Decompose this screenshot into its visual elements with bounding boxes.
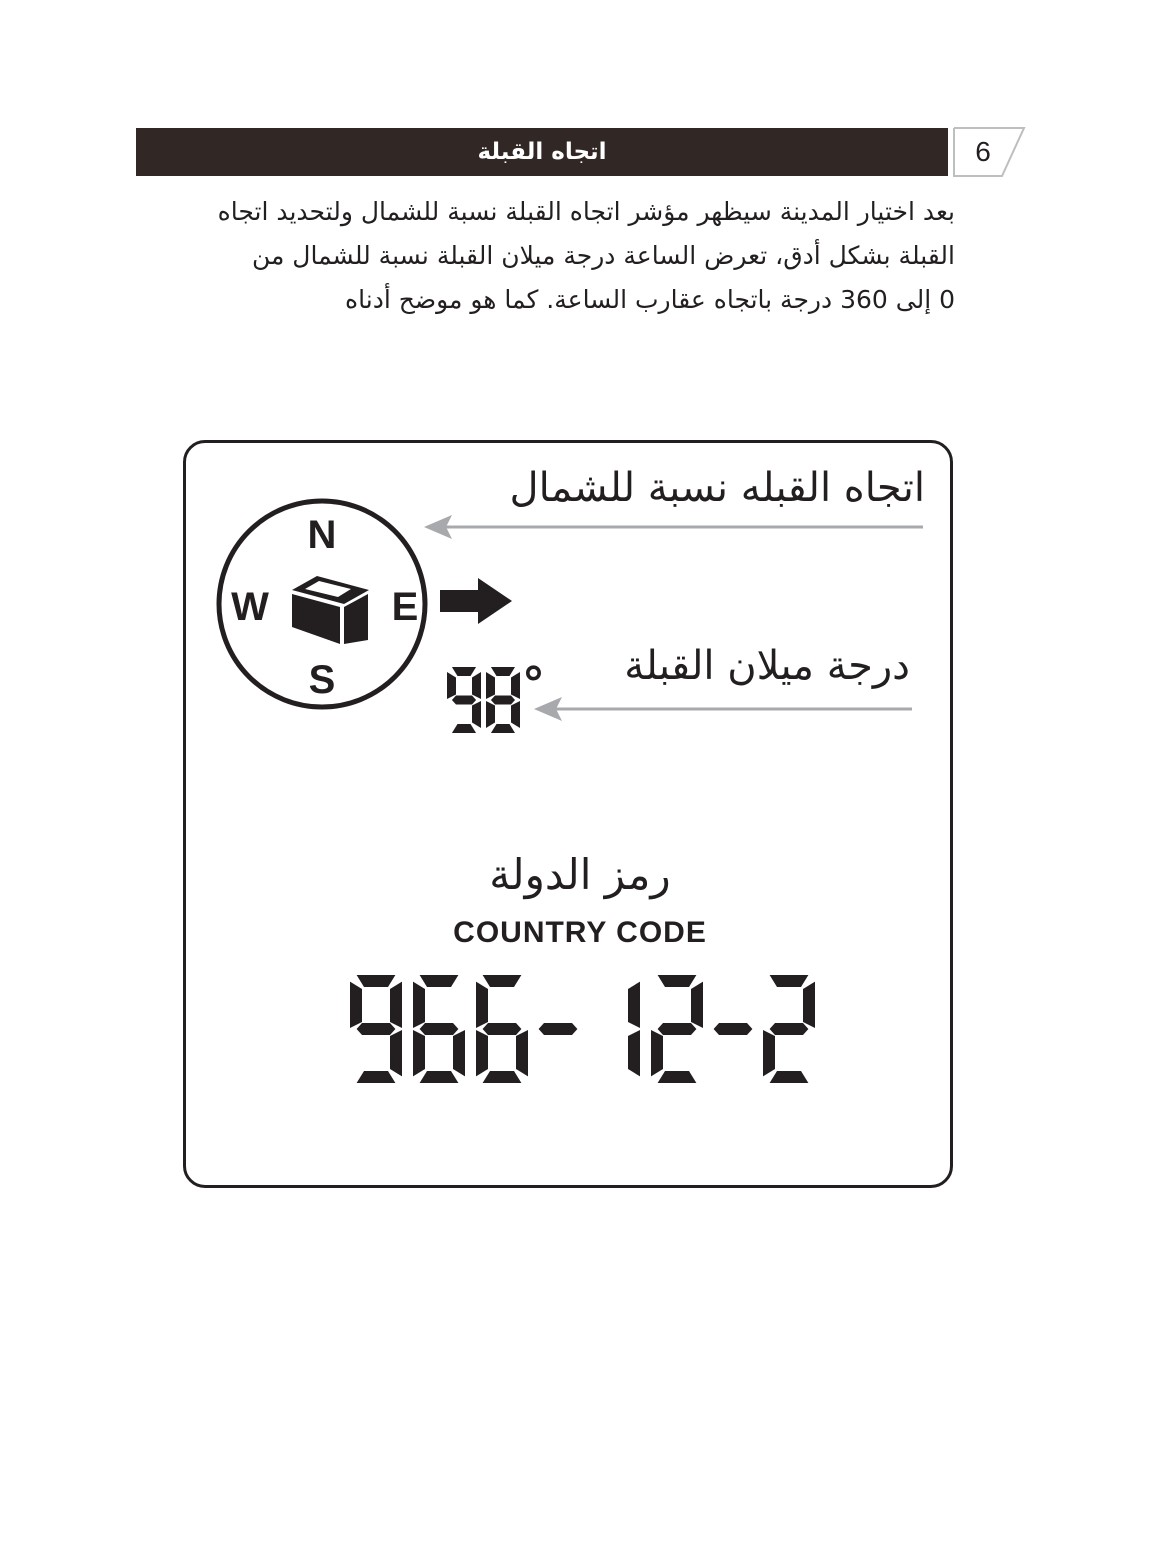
lcd-segment (539, 1023, 578, 1035)
lcd-segment (658, 1023, 697, 1035)
lcd-segment (486, 701, 495, 728)
compass-south-letter: S (308, 658, 336, 702)
lcd-segment (483, 975, 522, 987)
lcd-segment (420, 1023, 459, 1035)
lcd-segment (628, 982, 640, 1028)
north-direction-label: اتجاه القبله نسبة للشمال (509, 465, 925, 511)
lcd-segment (483, 1023, 522, 1035)
country-code-label-ar: رمز الدولة (489, 850, 671, 899)
lcd-segment (658, 1071, 697, 1083)
lcd-segment (770, 975, 809, 987)
country-digit-2-7 (763, 975, 815, 1083)
country-code-label-en: COUNTRY CODE (453, 916, 707, 949)
angle-label-pointer-icon (534, 697, 912, 721)
lcd-segment (803, 982, 815, 1028)
lcd-segment (476, 1030, 488, 1076)
lcd-segment (472, 701, 481, 728)
lcd-segment (390, 1030, 402, 1076)
section-title: اتجاه القبلة (477, 139, 607, 165)
lcd-segment (628, 1030, 640, 1076)
lcd-segment (476, 982, 488, 1028)
qibla-angle-degree-symbol: ° (522, 657, 545, 711)
lcd-segment (491, 696, 515, 705)
kaaba-icon (292, 576, 369, 644)
country-digit-dash-6 (714, 1023, 753, 1035)
country-digit-6-2 (476, 975, 528, 1083)
lcd-segment (447, 672, 456, 699)
lcd-segment (511, 701, 520, 728)
lcd-segment (770, 1023, 809, 1035)
lcd-segment (486, 672, 495, 699)
lcd-segment (357, 1023, 396, 1035)
lcd-segment (714, 1023, 753, 1035)
country-digit-6-1 (413, 975, 465, 1083)
lcd-segment (770, 1071, 809, 1083)
lcd-segment (453, 1030, 465, 1076)
country-digit-dash-3 (539, 1023, 578, 1035)
north-label-pointer-icon (424, 515, 923, 539)
lcd-segment (511, 672, 520, 699)
lcd-segment (420, 975, 459, 987)
lcd-segment (357, 975, 396, 987)
lcd-segment (390, 982, 402, 1028)
lcd-segment (452, 667, 476, 676)
lcd-segment (516, 1030, 528, 1076)
angle-digit-8-1 (486, 667, 520, 733)
country-digit-2-5 (651, 975, 703, 1083)
lcd-segment (357, 1071, 396, 1083)
lcd-segment (452, 724, 476, 733)
lcd-segment (651, 1030, 663, 1076)
country-digit-1-4 (628, 982, 640, 1077)
compass-west-letter: W (231, 585, 269, 629)
lcd-segment (491, 667, 515, 676)
lcd-segment (452, 696, 476, 705)
page-number: 6 (975, 136, 991, 167)
lcd-segment (350, 982, 362, 1028)
lcd-segment (691, 982, 703, 1028)
compass-north-letter: N (307, 513, 337, 557)
compass-east-letter: E (391, 585, 419, 629)
country-code-lcd-digits (350, 975, 815, 1083)
angle-digit-9-0 (447, 667, 481, 733)
lcd-segment (413, 1030, 425, 1076)
lcd-segment (420, 1071, 459, 1083)
lcd-segment (491, 724, 515, 733)
qibla-direction-arrow-icon (440, 578, 512, 624)
intro-line-2: القبلة بشكل أدق، تعرض الساعة درجة ميلان القبلة نسبة للشمال من (251, 241, 955, 270)
country-digit-9-0 (350, 975, 402, 1083)
lcd-segment (413, 982, 425, 1028)
intro-line-3: 0 إلى 360 درجة باتجاه عقارب الساعة. كما هو موضح أدناه (345, 285, 955, 314)
qibla-angle-label: درجة ميلان القبلة (624, 643, 910, 689)
lcd-segment (483, 1071, 522, 1083)
lcd-segment (763, 1030, 775, 1076)
intro-line-1: بعد اختيار المدينة سيظهر مؤشر اتجاه القبلة نسبة للشمال ولتحديد اتجاه (217, 197, 955, 226)
qibla-angle-lcd-digits (447, 667, 520, 733)
lcd-segment (472, 672, 481, 699)
lcd-segment (658, 975, 697, 987)
